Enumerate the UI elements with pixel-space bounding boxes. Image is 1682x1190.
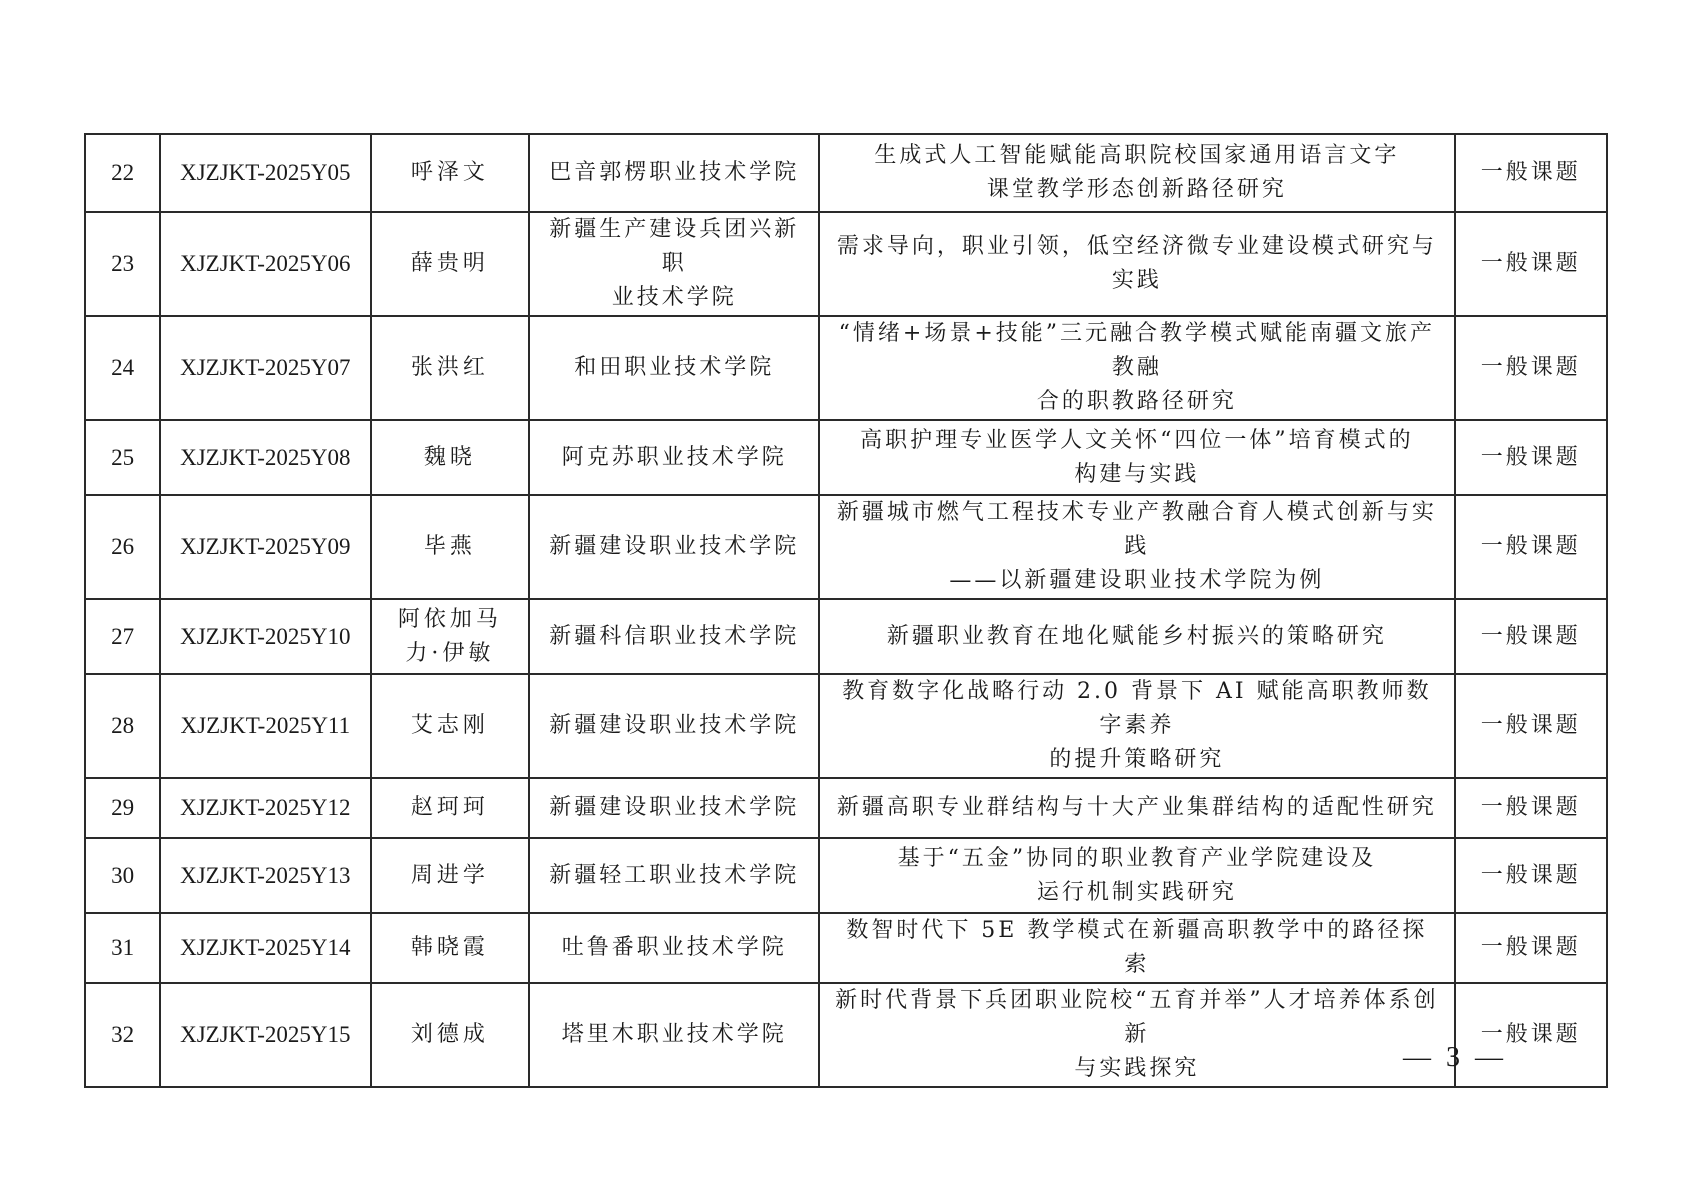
project-category: 一般课题: [1455, 134, 1607, 212]
table-row: [85, 838, 1607, 913]
project-code: XJZJKT-2025Y05: [160, 134, 370, 212]
project-title: 新疆职业教育在地化赋能乡村振兴的策略研究: [819, 599, 1454, 674]
project-code: XJZJKT-2025Y14: [160, 913, 370, 983]
table-row: [85, 212, 1607, 316]
row-number: 29: [85, 778, 160, 838]
row-number: 26: [85, 495, 160, 599]
project-category: 一般课题: [1455, 838, 1607, 913]
row-number: 28: [85, 674, 160, 778]
table-row: [85, 913, 1607, 983]
project-category: 一般课题: [1455, 495, 1607, 599]
project-title: 高职护理专业医学人文关怀“四位一体”培育模式的 构建与实践: [819, 420, 1454, 495]
project-title: 生成式人工智能赋能高职院校国家通用语言文字 课堂教学形态创新路径研究: [819, 134, 1454, 212]
row-number: 23: [85, 212, 160, 316]
project-code: XJZJKT-2025Y11: [160, 674, 370, 778]
project-title: 新时代背景下兵团职业院校“五育并举”人才培养体系创新 与实践探究: [819, 983, 1454, 1087]
row-number: 24: [85, 316, 160, 420]
row-number: 27: [85, 599, 160, 674]
institution-name: 新疆生产建设兵团兴新职 业技术学院: [529, 212, 819, 316]
page-number: — 3 —: [1403, 1042, 1507, 1073]
project-code: XJZJKT-2025Y15: [160, 983, 370, 1087]
project-title: 需求导向，职业引领，低空经济微专业建设模式研究与实践: [819, 212, 1454, 316]
project-title: 新疆城市燃气工程技术专业产教融合育人模式创新与实践 ——以新疆建设职业技术学院为例: [819, 495, 1454, 599]
institution-name: 新疆建设职业技术学院: [529, 674, 819, 778]
applicant-name: 魏晓: [371, 420, 530, 495]
table-body: [85, 134, 1607, 1087]
applicant-name: 毕燕: [371, 495, 530, 599]
table-row: [85, 134, 1607, 212]
project-code: XJZJKT-2025Y10: [160, 599, 370, 674]
project-category: 一般课题: [1455, 599, 1607, 674]
project-category: 一般课题: [1455, 212, 1607, 316]
row-number: 22: [85, 134, 160, 212]
table-row: [85, 495, 1607, 599]
project-code: XJZJKT-2025Y08: [160, 420, 370, 495]
row-number: 32: [85, 983, 160, 1087]
project-title: 数智时代下 5E 教学模式在新疆高职教学中的路径探索: [819, 913, 1454, 983]
project-code: XJZJKT-2025Y07: [160, 316, 370, 420]
project-code: XJZJKT-2025Y13: [160, 838, 370, 913]
project-code: XJZJKT-2025Y12: [160, 778, 370, 838]
project-code: XJZJKT-2025Y09: [160, 495, 370, 599]
institution-name: 吐鲁番职业技术学院: [529, 913, 819, 983]
project-title: 教育数字化战略行动 2.0 背景下 AI 赋能高职教师数字素养 的提升策略研究: [819, 674, 1454, 778]
institution-name: 阿克苏职业技术学院: [529, 420, 819, 495]
project-title: 基于“五金”协同的职业教育产业学院建设及 运行机制实践研究: [819, 838, 1454, 913]
table-row: [85, 778, 1607, 838]
project-category: 一般课题: [1455, 983, 1607, 1087]
project-category: 一般课题: [1455, 674, 1607, 778]
project-code: XJZJKT-2025Y06: [160, 212, 370, 316]
applicant-name: 刘德成: [371, 983, 530, 1087]
table-row: [85, 420, 1607, 495]
applicant-name: 赵珂珂: [371, 778, 530, 838]
project-category: 一般课题: [1455, 316, 1607, 420]
project-category: 一般课题: [1455, 778, 1607, 838]
applicant-name: 艾志刚: [371, 674, 530, 778]
applicant-name: 阿依加马 力·伊敏: [371, 599, 530, 674]
table-row: [85, 599, 1607, 674]
project-table: [84, 133, 1608, 1088]
applicant-name: 韩晓霞: [371, 913, 530, 983]
institution-name: 巴音郭楞职业技术学院: [529, 134, 819, 212]
row-number: 30: [85, 838, 160, 913]
institution-name: 新疆科信职业技术学院: [529, 599, 819, 674]
institution-name: 塔里木职业技术学院: [529, 983, 819, 1087]
table-row: [85, 674, 1607, 778]
applicant-name: 薛贵明: [371, 212, 530, 316]
institution-name: 和田职业技术学院: [529, 316, 819, 420]
table-row: [85, 316, 1607, 420]
applicant-name: 张洪红: [371, 316, 530, 420]
table-row: [85, 983, 1607, 1087]
project-category: 一般课题: [1455, 420, 1607, 495]
row-number: 31: [85, 913, 160, 983]
row-number: 25: [85, 420, 160, 495]
institution-name: 新疆轻工职业技术学院: [529, 838, 819, 913]
project-category: 一般课题: [1455, 913, 1607, 983]
applicant-name: 周进学: [371, 838, 530, 913]
project-title: 新疆高职专业群结构与十大产业集群结构的适配性研究: [819, 778, 1454, 838]
institution-name: 新疆建设职业技术学院: [529, 778, 819, 838]
applicant-name: 呼泽文: [371, 134, 530, 212]
project-title: “情绪+场景+技能”三元融合教学模式赋能南疆文旅产教融 合的职教路径研究: [819, 316, 1454, 420]
institution-name: 新疆建设职业技术学院: [529, 495, 819, 599]
